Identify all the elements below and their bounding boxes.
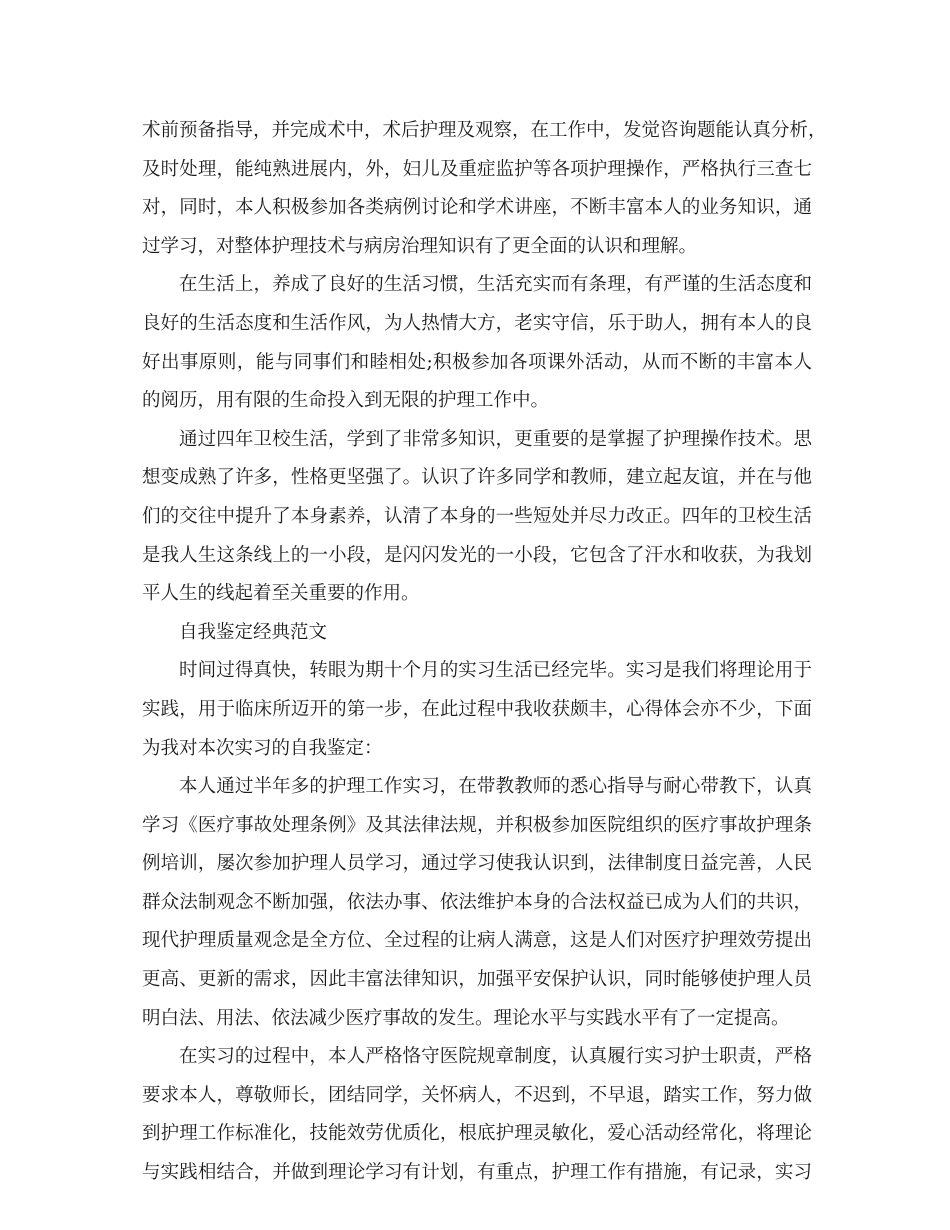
text-line: 在生活上，养成了良好的生活习惯，生活充实而有条理，有严谨的生活态度和 [179,274,812,296]
text-line: 实践，用于临床所迈开的第一步，在此过程中我收获颇丰，心得体会亦不少，下面 [142,698,812,720]
paragraph-6 [142,1038,812,1192]
text-line: 学习《医疗事故处理条例》及其法律法规，并积极参加医院组织的医疗事故护理条 [142,814,812,836]
text-line: 例培训，屡次参加护理人员学习，通过学习使我认识到，法律制度日益完善，人民 [142,853,812,875]
paragraph-5 [142,768,812,1038]
paragraph-3 [142,421,812,614]
text-line: 对，同时，本人积极参加各类病例讨论和学术讲座，不断丰富本人的业务知识，通 [142,197,812,219]
text-line: 想变成熟了许多，性格更坚强了。认识了许多同学和教师，建立起友谊，并在与他 [142,467,812,489]
text-line: 及时处理，能纯熟进展内，外，妇儿及重症监护等各项护理操作，严格执行三查七 [142,158,812,180]
paragraph-2 [142,266,812,420]
section-heading [142,614,812,653]
text-line: 本人通过半年多的护理工作实习，在带教教师的悉心指导与耐心带教下，认真 [179,776,812,798]
heading-line: 自我鉴定经典范文 [179,621,328,643]
text-line: 明白法、用法、依法减少医疗事故的发生。理论水平与实践水平有了一定提高。 [142,1007,790,1029]
paragraph-4 [142,652,812,768]
document-body [142,112,827,1193]
text-line: 群众法制观念不断加强，依法办事、依法维护本身的合法权益已成为人们的共识， [142,891,812,913]
text-line: 时间过得真快，转眼为期十个月的实习生活已经完毕。实习是我们将理论用于 [179,660,812,682]
text-line: 术前预备指导，并完成术中，术后护理及观察，在工作中，发觉咨询题能认真分析， [142,120,827,141]
paragraph-1 [142,112,827,266]
text-line: 要求本人，尊敬师长，团结同学，关怀病人，不迟到，不早退，踏实工作，努力做 [142,1084,812,1106]
text-line: 现代护理质量观念是全方位、全过程的让病人满意，这是人们对医疗护理效劳提出 [142,930,812,952]
text-line: 过学习，对整体护理技术与病房治理知识有了更全面的认识和理解。 [142,235,698,257]
text-line: 在实习的过程中，本人严格恪守医院规章制度，认真履行实习护士职责，严格 [179,1046,812,1068]
text-line: 通过四年卫校生活，学到了非常多知识，更重要的是掌握了护理操作技术。思 [179,428,812,450]
text-line: 与实践相结合，并做到理论学习有计划，有重点，护理工作有措施，有记录，实习 [142,1162,812,1184]
text-line: 平人生的线起着至关重要的作用。 [142,583,420,605]
text-line: 是我人生这条线上的一小段，是闪闪发光的一小段，它包含了汗水和收获，为我划 [142,544,812,566]
text-line: 为我对本次实习的自我鉴定： [142,737,383,759]
text-line: 更高、更新的需求，因此丰富法律知识，加强平安保护认识，同时能够使护理人员 [142,969,812,991]
text-line: 好出事原则，能与同事们和睦相处;积极参加各项课外活动，从而不断的丰富本人 [142,351,812,373]
text-line: 良好的生活态度和生活作风，为人热情大方，老实守信，乐于助人，拥有本人的良 [142,312,812,334]
text-line: 到护理工作标准化，技能效劳优质化，根底护理灵敏化，爱心活动经常化，将理论 [142,1123,812,1145]
text-line: 们的交往中提升了本身素养，认清了本身的一些短处并尽力改正。四年的卫校生活 [142,505,812,527]
text-line: 的阅历，用有限的生命投入到无限的护理工作中。 [142,390,550,412]
